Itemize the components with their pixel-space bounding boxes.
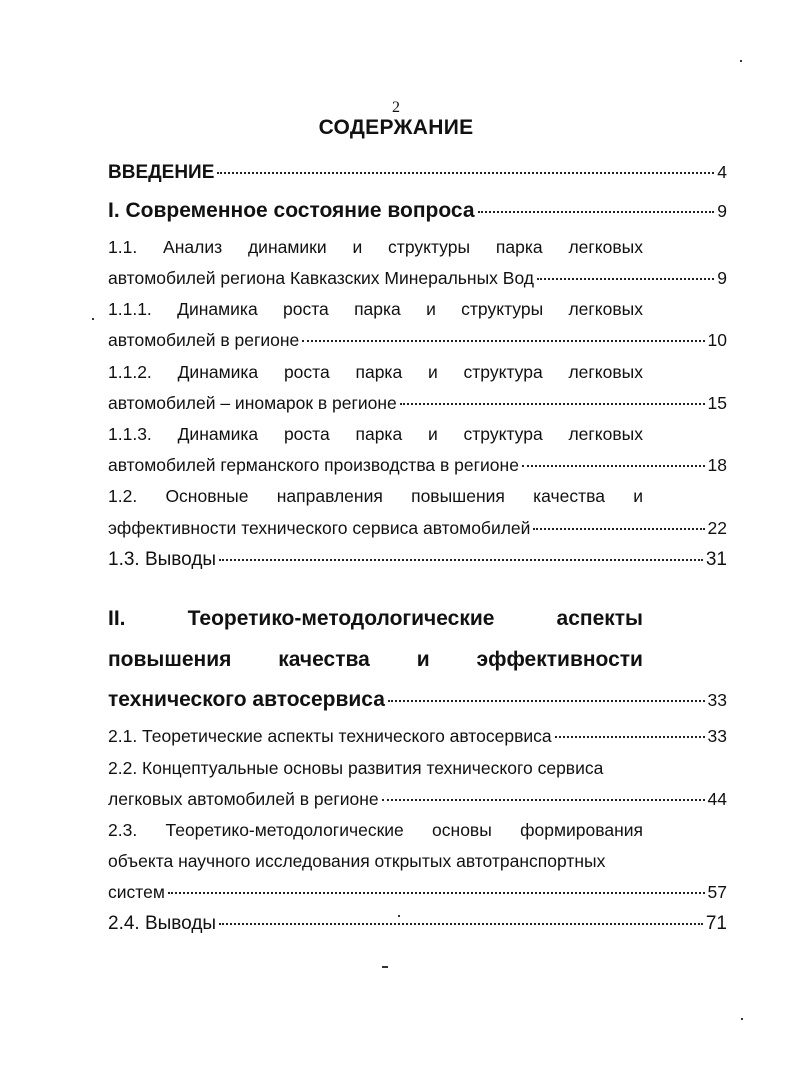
toc-entry-chapter-2-line3[interactable] [108, 687, 727, 713]
dot-leader [168, 892, 705, 894]
dot-leader [522, 465, 705, 467]
toc-page-number: 9 [717, 268, 727, 288]
toc-entry-text: автомобилей германского производства в регионе [108, 455, 519, 475]
toc-title: СОДЕРЖАНИЕ [318, 116, 474, 139]
word: и [416, 648, 430, 671]
toc-page-number: 33 [707, 690, 727, 710]
toc-entry-text: технического автосервиса [108, 688, 385, 711]
toc-page-number: 22 [707, 518, 727, 538]
toc-entry-introduction[interactable] [108, 160, 727, 185]
scan-speck [398, 915, 400, 917]
toc-entry-chapter-1[interactable] [108, 198, 727, 224]
toc-entry-1-1-1-line1[interactable]: 1.1.1. Динамика роста парка и структуры легковых [108, 299, 643, 319]
toc-entry-chapter-2-line2[interactable] [108, 647, 643, 673]
toc-entry-text: легковых автомобилей в регионе [108, 789, 379, 809]
toc-page-number: 31 [705, 549, 727, 570]
toc-page-number: 18 [707, 455, 727, 475]
word: повышения [108, 648, 232, 671]
toc-page-number: 57 [707, 882, 727, 902]
dot-leader [382, 799, 705, 801]
toc-entry-text: ВВЕДЕНИЕ [108, 162, 215, 183]
dot-leader [555, 736, 705, 738]
toc-entry-text: автомобилей в регионе [108, 330, 300, 350]
toc-entry-2-3-line1[interactable]: 2.3. Теоретико-методологические основы формирования [108, 820, 643, 840]
dot-leader [388, 700, 705, 702]
word: качества [278, 648, 370, 671]
toc-entry-2-3-line3[interactable] [108, 881, 727, 903]
toc-page-number: 4 [717, 162, 727, 182]
toc-entry-1-3[interactable] [108, 549, 727, 571]
toc-page-number: 15 [707, 393, 727, 413]
toc-entry-text: автомобилей – иномарок в регионе [108, 393, 397, 413]
dot-leader [533, 528, 704, 530]
dot-leader [219, 923, 703, 925]
page-number: 2 [392, 99, 400, 116]
toc-entry-2-1[interactable] [108, 725, 727, 747]
scan-speck [741, 1018, 743, 1020]
word: аспекты [556, 607, 643, 630]
toc-entry-1-1-3-line1[interactable]: 1.1.3. Динамика роста парка и структура легковых [108, 424, 643, 444]
dot-leader [302, 340, 704, 342]
toc-entry-text: 2.4. Выводы [108, 913, 217, 934]
dot-leader [219, 559, 703, 561]
toc-entry-1-1-line2[interactable] [108, 267, 727, 289]
toc-entry-1-1-2-line1[interactable]: 1.1.2. Динамика роста парка и структура легковых [108, 362, 643, 382]
toc-entry-text: 1.3. Выводы [108, 549, 217, 570]
toc-entry-2-4[interactable] [108, 913, 727, 935]
scan-speck [92, 318, 94, 320]
toc-page-number: 9 [717, 201, 727, 221]
word: Теоретико-методологические [187, 607, 495, 630]
word: эффективности [476, 648, 643, 671]
dot-leader [478, 211, 715, 213]
scan-speck [382, 966, 388, 968]
toc-entry-text: 2.1. Теоретические аспекты технического автосервиса [108, 726, 552, 746]
dot-leader [217, 172, 714, 174]
toc-entry-1-1-line1[interactable]: 1.1. Анализ динамики и структуры парка легковых [108, 237, 643, 257]
toc-entry-1-1-2-line2[interactable] [108, 392, 727, 414]
toc-entry-1-1-3-line2[interactable] [108, 454, 727, 476]
toc-entry-1-2-line2[interactable] [108, 517, 727, 539]
word: II. [108, 607, 126, 630]
toc-entry-2-3-line2[interactable]: объекта научного исследования открытых автотранспортных [108, 851, 606, 871]
toc-entry-1-2-line1[interactable]: 1.2. Основные направления повышения качества и [108, 486, 643, 506]
toc-entry-2-2-line1[interactable]: 2.2. Концептуальные основы развития технического сервиса [108, 758, 604, 778]
scan-speck [740, 60, 742, 62]
toc-entry-text: I. Современное состояние вопроса [108, 199, 475, 222]
toc-page-number: 10 [707, 330, 727, 350]
toc-entry-1-1-1-line2[interactable] [108, 329, 727, 351]
dot-leader [400, 403, 705, 405]
toc-page-number: 33 [707, 726, 727, 746]
toc-entry-text: систем [108, 882, 165, 902]
toc-page-number: 71 [705, 913, 727, 934]
toc-entry-text: эффективности технического сервиса автомобилей [108, 518, 531, 538]
toc-entry-2-2-line2[interactable] [108, 788, 727, 810]
toc-entry-chapter-2-line1[interactable] [108, 606, 643, 632]
toc-page-number: 44 [707, 789, 727, 809]
toc-entry-text: автомобилей региона Кавказских Минеральных Вод [108, 268, 535, 288]
dot-leader [537, 278, 714, 280]
